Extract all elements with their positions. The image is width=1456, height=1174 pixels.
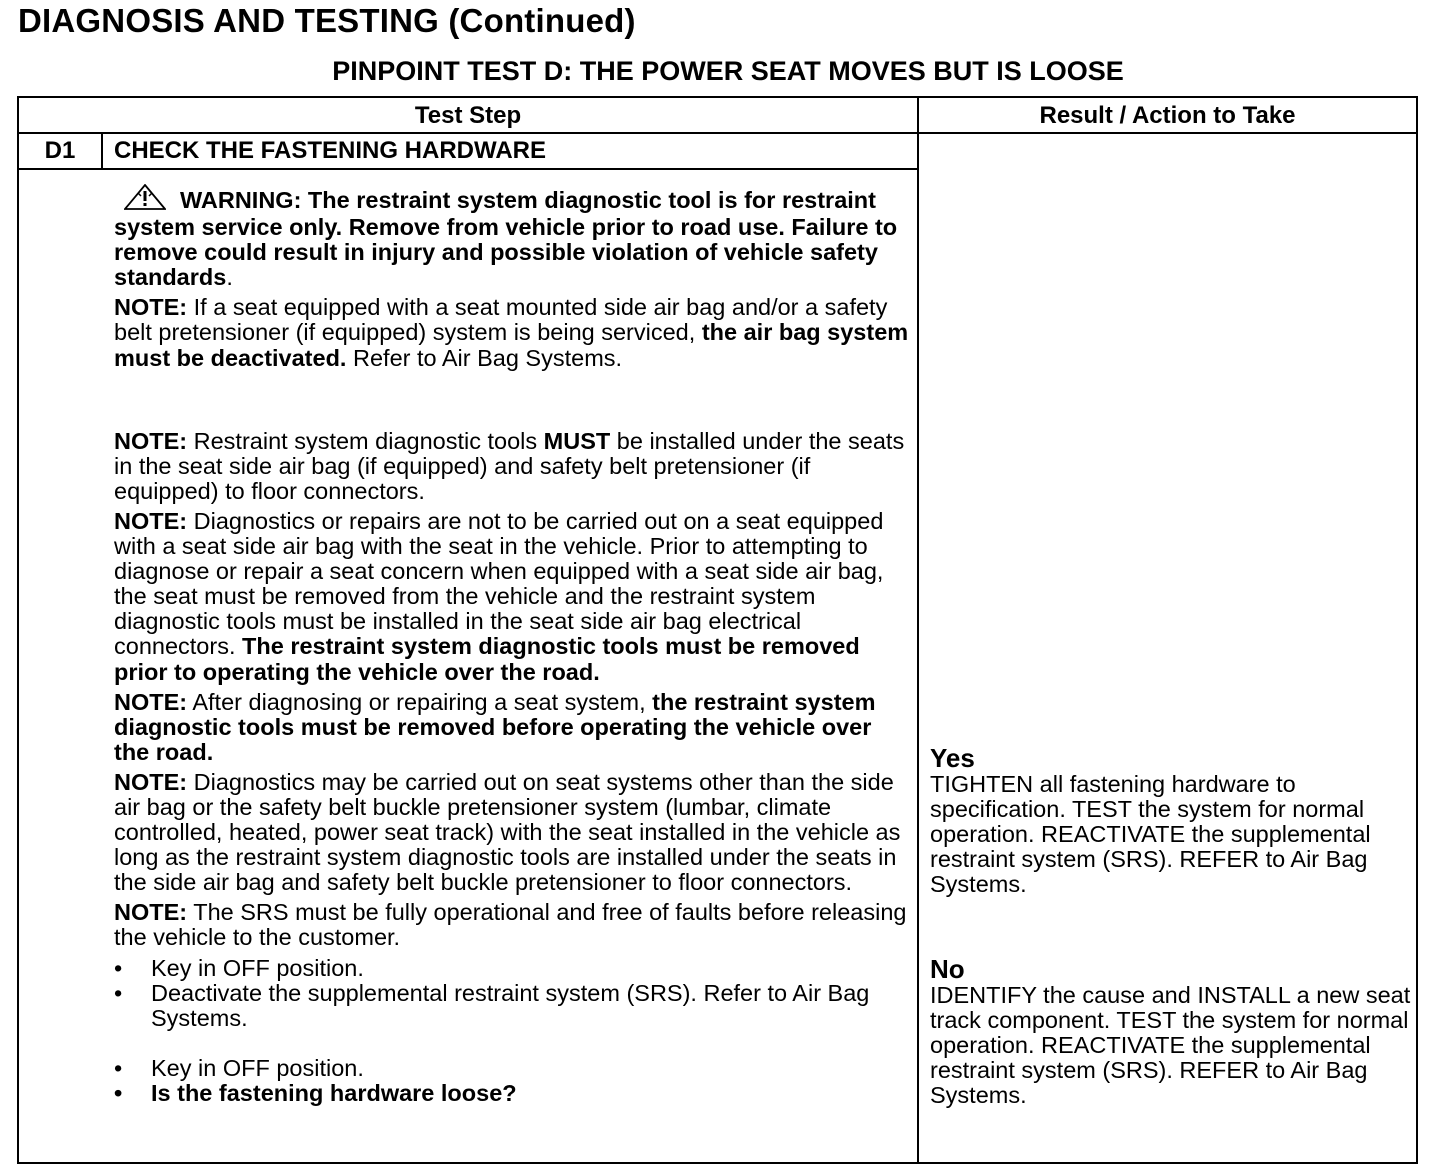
note-label: NOTE: <box>114 294 188 321</box>
header-test-step: Test Step <box>414 102 522 129</box>
note-label: NOTE: <box>114 768 188 795</box>
yes-action: TIGHTEN all fastening hardware to specification. TEST the system for normal operation. REACTIVATE the supplemental restraint system (SRS). REFER to Air Bag Systems. <box>930 771 1371 898</box>
yes-label: Yes <box>930 743 975 773</box>
no-label: No <box>930 954 965 984</box>
note-label: NOTE: <box>114 507 188 534</box>
column-divider <box>917 98 919 1162</box>
step-question: • Is the fastening hardware loose? <box>114 1079 517 1106</box>
note-srs-operational: NOTE: The SRS must be fully operational and free of faults before releasing the vehicle to the customer. <box>114 899 907 951</box>
warning-paragraph: WARNING: The restraint system diagnostic tool is for restraint system service only. Remove from vehicle prior to road use. Failure to remove could result in injury and possible violation of vehicle safety standards. <box>114 184 909 290</box>
no-action: IDENTIFY the cause and INSTALL a new seat track component. TEST the system for normal operation. REACTIVATE the supplemental restraint system (SRS). REFER to Air Bag Systems. <box>930 982 1411 1109</box>
list-item: • Key in OFF position. <box>114 954 364 981</box>
header-result-action: Result / Action to Take <box>1039 102 1296 129</box>
note-label: NOTE: <box>114 427 188 454</box>
step-id-divider <box>101 134 103 169</box>
note-label: NOTE: <box>114 899 188 926</box>
note-diagnostics-seat-side-air-bag: NOTE: Diagnostics or repairs are not to be carried out on a seat equipped with a seat side air bag with the seat in the vehicle. Prior to attempting to diagnose or repair a seat concern when equipped with a seat side air bag, the seat must be removed from the vehicle and the restraint system diagnostic tools must be installed in the seat side air bag electrical connectors. The restraint system diagnostic tools must be removed prior to operating the vehicle over the road. <box>114 507 884 685</box>
step-title-divider <box>19 168 917 170</box>
result-yes <box>930 744 1415 897</box>
step-body <box>114 184 909 1106</box>
page-heading: DIAGNOSIS AND TESTING (Continued) <box>18 2 636 39</box>
note-air-bag-deactivation: NOTE: If a seat equipped with a seat mounted side air bag and/or a safety belt pretensioner (if equipped) system is being serviced, the air bag system must be deactivated. Refer to Air Bag Systems. <box>114 294 909 371</box>
note-label: NOTE: <box>114 688 188 715</box>
list-item: • Key in OFF position. <box>114 1054 364 1081</box>
step-title: CHECK THE FASTENING HARDWARE <box>114 137 547 164</box>
warning-triangle-icon <box>124 184 166 215</box>
warning-text: WARNING: The restraint system diagnostic tool is for restraint system service only. Remove from vehicle prior to road use. Failure to remove could result in injury and possible violation of vehicle safety standards <box>114 187 898 291</box>
note-tools-installed: NOTE: Restraint system diagnostic tools MUST be installed under the seats in the seat side air bag (if equipped) and safety belt pretensioner (if equipped) to floor connectors. <box>114 427 905 504</box>
pinpoint-test-title: PINPOINT TEST D: THE POWER SEAT MOVES BUT IS LOOSE <box>332 56 1124 86</box>
pinpoint-test-table <box>17 96 1418 1164</box>
list-item: • Deactivate the supplemental restraint system (SRS). Refer to Air Bag Systems. <box>114 979 870 1031</box>
note-after-repair: NOTE: After diagnosing or repairing a seat system, the restraint system diagnostic tools must be removed before operating the vehicle over the road. <box>114 688 876 765</box>
result-no <box>930 955 1415 1108</box>
step-id: D1 <box>44 137 76 164</box>
note-other-systems: NOTE: Diagnostics may be carried out on seat systems other than the side air bag or the safety belt buckle pretensioner system (lumbar, climate controlled, heated, power seat track) with the seat installed in the vehicle as long as the restraint system diagnostic tools are installed under the seats in the side air bag and safety belt buckle pretensioner to floor connectors. <box>114 768 901 896</box>
